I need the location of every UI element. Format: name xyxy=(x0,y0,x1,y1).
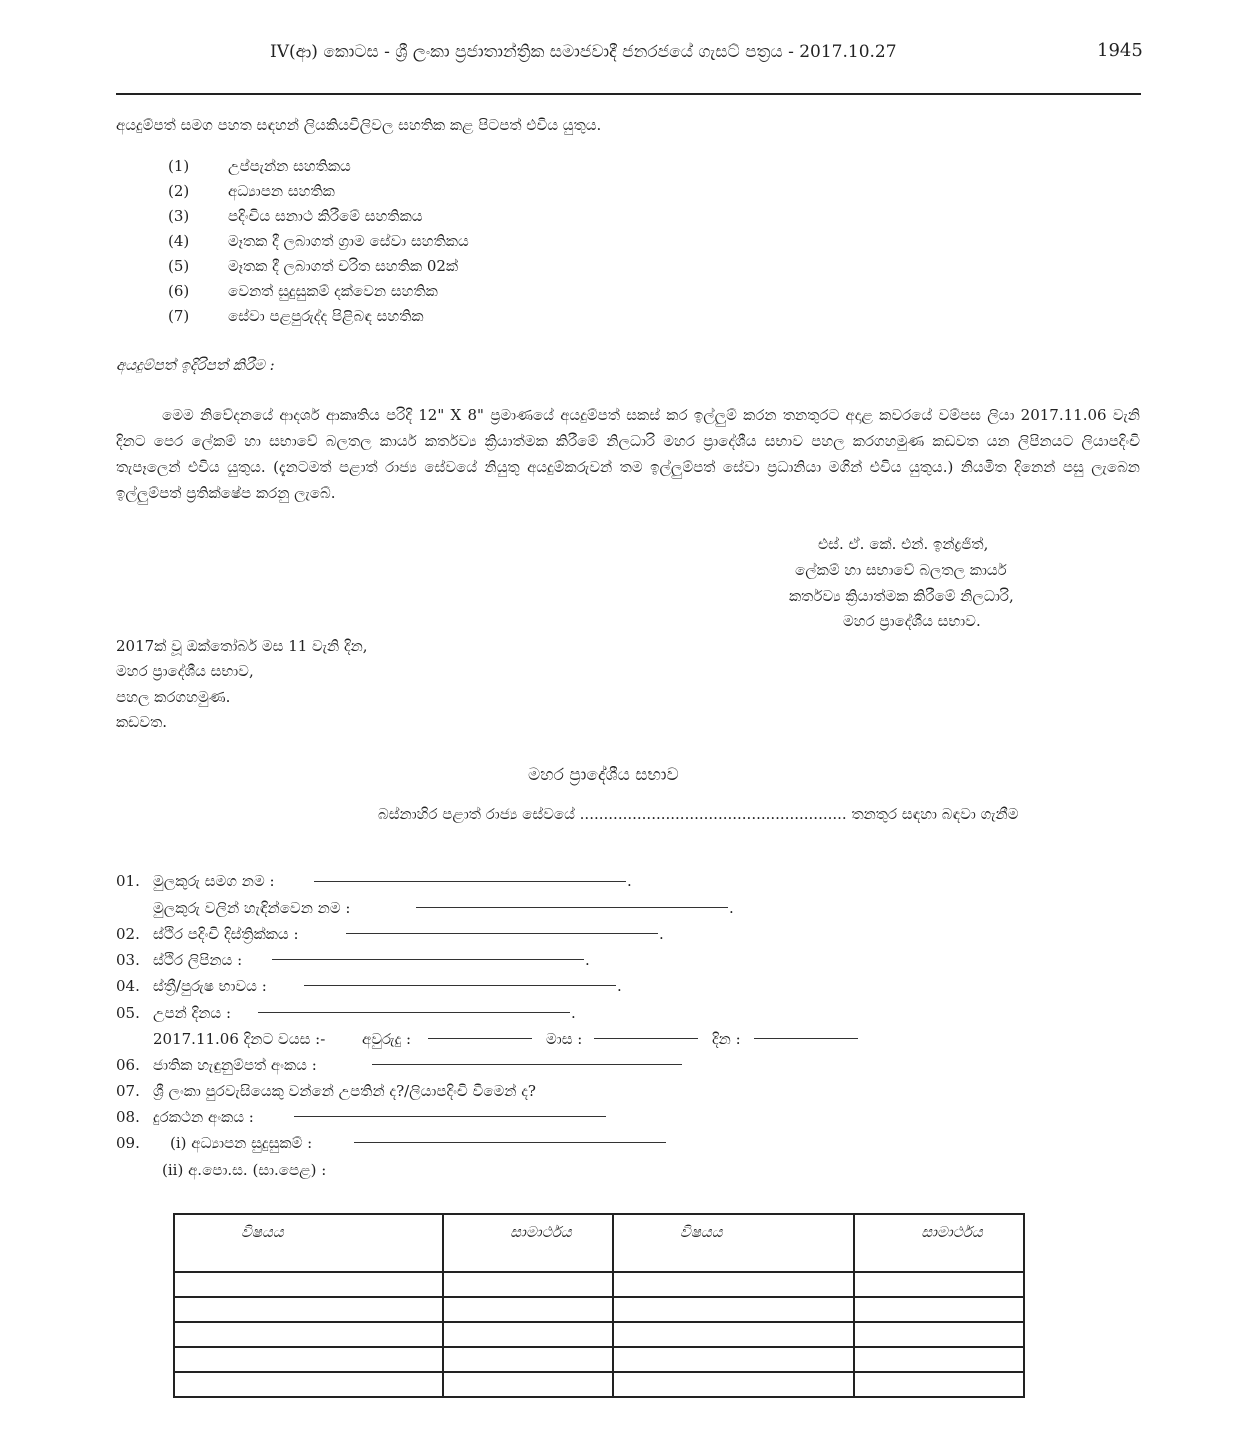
table-cell[interactable] xyxy=(443,1272,613,1297)
address-line1: මහර ප්‍රාදේශීය සභාව, xyxy=(116,662,254,680)
signature-title-line1: ලේකම් හා සභාවේ බලතල කාර්ය xyxy=(795,561,1007,579)
phone-line[interactable] xyxy=(294,1116,606,1117)
birth-date-label: උපන් දිනය : xyxy=(153,1004,231,1022)
field-end-dot: . xyxy=(627,872,632,890)
list-item: (5) මෑතක දී ලබාගත් චරිත සහතික 02ක් xyxy=(168,257,459,275)
table-row xyxy=(174,1297,1024,1322)
field-number: 01. xyxy=(116,872,140,890)
education-label: (i) අධ්‍යාපන සුදුසුකම් : xyxy=(170,1134,313,1152)
table-row xyxy=(174,1372,1024,1397)
table-cell[interactable] xyxy=(443,1297,613,1322)
address-line[interactable] xyxy=(272,959,584,960)
table-cell[interactable] xyxy=(174,1372,443,1397)
table-cell[interactable] xyxy=(854,1347,1024,1372)
table-cell[interactable] xyxy=(613,1347,854,1372)
subject-header: විෂයය xyxy=(174,1214,443,1272)
ol-results-table xyxy=(173,1213,1025,1398)
nic-line[interactable] xyxy=(372,1064,682,1065)
table-cell[interactable] xyxy=(854,1297,1024,1322)
table-row xyxy=(174,1272,1024,1297)
list-item: (7) සේවා පළපුරුද්ද පිළිබඳ සහතික xyxy=(168,307,424,325)
form-org-title: මහර ප්‍රාදේශීය සභාව xyxy=(528,765,679,785)
address-line3: කඩවත. xyxy=(116,713,168,731)
list-item: (4) මෑතක දී ලබාගත් ග්‍රාම සේවා සහතිකය xyxy=(168,232,469,250)
citizenship-question: ශ්‍රී ලංකා පුරවැසියෙකු වන්නේ උපතින් ද?/ලියාපදිංචි වීමෙන් ද? xyxy=(153,1082,536,1100)
table-cell[interactable] xyxy=(174,1347,443,1372)
district-label: ස්ථිර පදිංචි දිස්ත්‍රික්කය : xyxy=(153,925,299,943)
table-cell[interactable] xyxy=(613,1272,854,1297)
intro-text: අයදුම්පත් සමග පහත සඳහන් ලියකියවිලිවල සහතික කළ පිටපත් එවිය යුතුය. xyxy=(116,116,602,134)
age-months-line[interactable] xyxy=(594,1038,698,1039)
table-cell[interactable] xyxy=(613,1297,854,1322)
district-line[interactable] xyxy=(346,933,658,934)
education-line[interactable] xyxy=(354,1142,666,1143)
name-denoted-line[interactable] xyxy=(416,907,728,908)
field-end-dot: . xyxy=(585,951,590,969)
header-rule xyxy=(116,93,1141,95)
field-number: 09. xyxy=(116,1134,140,1152)
list-item: (2) අධ්‍යාපන සහතික xyxy=(168,182,335,200)
address-label: ස්ථිර ලිපිනය : xyxy=(153,951,243,969)
ol-label: (ii) අ.පො.ස. (සා.පෙළ) : xyxy=(162,1161,327,1179)
field-number: 02. xyxy=(116,925,140,943)
gazette-header-title: IV(ආ) කොටස - ශ්‍රී ලංකා ප්‍රජාතාන්ත්‍රික සමාජවාදී ජනරජයේ ගැසට් පත්‍රය - 2017.10.27 xyxy=(270,42,897,62)
table-cell[interactable] xyxy=(174,1272,443,1297)
list-item: (1) උප්පැන්න සහතිකය xyxy=(168,157,351,175)
table-cell[interactable] xyxy=(443,1347,613,1372)
age-days-line[interactable] xyxy=(754,1038,858,1039)
list-item: (6) වෙනත් සුදුසුකම් දක්වෙන සහතික xyxy=(168,282,438,300)
table-cell[interactable] xyxy=(174,1297,443,1322)
field-number: 04. xyxy=(116,977,140,995)
table-cell[interactable] xyxy=(613,1322,854,1347)
nic-label: ජාතික හැඳුනුම්පත් අංකය : xyxy=(153,1056,317,1074)
submission-paragraph: මෙම නිවේදනයේ ආදර්ශ ආකෘතිය පරිදි 12" X 8" ප්‍රමාණයේ අයදුම්පත් සකස් කර ඉල්ලුම් කරන තනතුරට අදාළ කවරයේ වම්පස ලියා 2017.11.06 වැනි දිනට පෙර ලේකම් හා සභාවේ බලතල කාර්ය කර්තව්‍ය ක්‍රියාත්මක කිරීමේ නිලධාරි මහර ප්‍රාදේශීය සභාව පහල කරගහමුණ කඩවත යන ලිපිනයට ලියාපදිංචි තැපෑලෙන් එවිය යුතුය. (දැනටමත් පළාත් රාජ්‍ය සේවයේ නියුතු අයදුම්කරුවන් තම ඉල්ලුම්පත් සේවා ප්‍රධානියා මගින් එවිය යුතුය.) නියමිත දිනෙන් පසු ලැබෙන ඉල්ලුම්පත් ප්‍රතික්ෂේප කරනු ලැබේ. xyxy=(116,406,1140,502)
table-row xyxy=(174,1347,1024,1372)
date-line: 2017ක් වූ ඔක්තෝබර් මස 11 වැනි දින, xyxy=(116,637,368,655)
table-cell[interactable] xyxy=(443,1322,613,1347)
age-months-label: මාස : xyxy=(546,1030,583,1048)
table-cell[interactable] xyxy=(613,1372,854,1397)
field-end-dot: . xyxy=(571,1004,576,1022)
age-years-line[interactable] xyxy=(428,1038,532,1039)
table-cell[interactable] xyxy=(443,1372,613,1397)
gender-line[interactable] xyxy=(304,985,616,986)
name-denoted-label: මුලකුරු වලින් හැඳින්වෙන නම : xyxy=(153,899,351,917)
field-end-dot: . xyxy=(729,899,734,917)
gender-label: ස්ත්‍රී/පුරුෂ භාවය : xyxy=(153,977,267,995)
subject-header: විෂයය xyxy=(613,1214,854,1272)
table-cell[interactable] xyxy=(854,1272,1024,1297)
table-cell[interactable] xyxy=(854,1372,1024,1397)
signature-title-line2: කර්තව්‍ය ක්‍රියාත්මක කිරීමේ නිලධාරි, xyxy=(789,587,1014,605)
phone-label: දුරකථන අංකය : xyxy=(153,1108,254,1126)
field-number: 07. xyxy=(116,1082,140,1100)
table-header-row xyxy=(174,1214,1024,1272)
grade-header: සාමාර්ථය xyxy=(443,1214,613,1272)
age-days-label: දින : xyxy=(712,1030,741,1048)
field-end-dot: . xyxy=(659,925,664,943)
name-with-initials-line[interactable] xyxy=(314,881,626,882)
table-cell[interactable] xyxy=(174,1322,443,1347)
table-cell[interactable] xyxy=(854,1322,1024,1347)
birth-date-line[interactable] xyxy=(258,1012,570,1013)
grade-header: සාමාර්ථය xyxy=(854,1214,1024,1272)
submission-heading: අයදුම්පත් ඉදිරිපත් කිරීම : xyxy=(116,356,275,374)
field-number: 05. xyxy=(116,1004,140,1022)
field-number: 06. xyxy=(116,1056,140,1074)
form-subtitle: බස්නාහිර පළාත් රාජ්‍ය සේවයේ ........................................................ තනතුර සඳහා බඳවා ගැනීම xyxy=(378,805,1019,823)
field-number: 08. xyxy=(116,1108,140,1126)
signature-name: එස්. ඒ. කේ. එන්. ඉන්ද්‍රජිත්, xyxy=(818,535,989,553)
age-years-label: අවුරුදු : xyxy=(362,1030,412,1048)
age-label: 2017.11.06 දිනට වයස :- xyxy=(153,1030,326,1048)
name-with-initials-label: මුලකුරු සමග නම : xyxy=(153,872,275,890)
table-row xyxy=(174,1322,1024,1347)
field-end-dot: . xyxy=(617,977,622,995)
signature-office: මහර ප්‍රාදේශීය සභාව. xyxy=(843,612,981,630)
address-line2: පහල කරගහමුණ. xyxy=(116,688,231,706)
page-number: 1945 xyxy=(1097,40,1143,61)
list-item: (3) පදිංචිය සනාථ කිරීමේ සහතිකය xyxy=(168,207,423,225)
field-number: 03. xyxy=(116,951,140,969)
